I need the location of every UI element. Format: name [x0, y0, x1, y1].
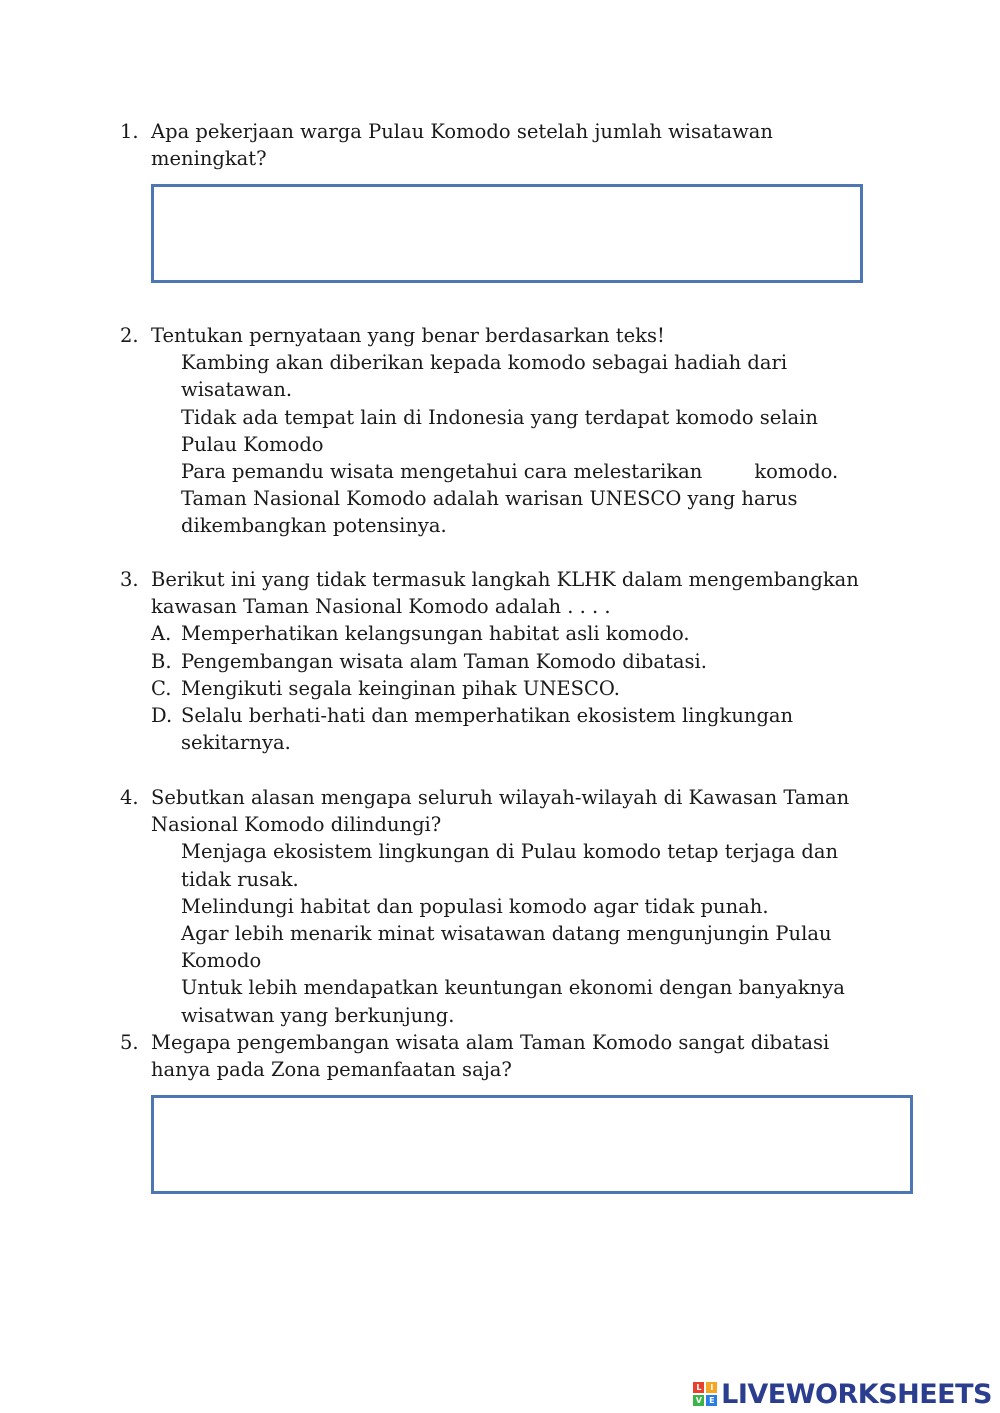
statement-option[interactable]: Tidak ada tempat lain di Indonesia yang terdapat komodo selain Pulau Komodo — [181, 405, 818, 456]
statement-options — [181, 838, 880, 1028]
statement-option[interactable]: Taman Nasional Komodo adalah warisan UNESCO yang harus dikembangkan potensinya. — [181, 487, 798, 538]
choice-options — [151, 620, 880, 756]
question-number: 2. — [120, 324, 139, 347]
question-stem: Apa pekerjaan warga Pulau Komodo setelah jumlah wisatawan meningkat? — [151, 120, 773, 171]
statement-option[interactable]: Untuk lebih mendapatkan keuntungan ekonomi dengan banyaknya wisatwan yang berkunjung. — [181, 976, 845, 1027]
choice-option-c[interactable]: C. Mengikuti segala keinginan pihak UNESCO. — [151, 676, 620, 700]
question-4 — [120, 784, 880, 1029]
answer-box-q1[interactable] — [151, 184, 863, 283]
question-2 — [120, 322, 880, 540]
question-stem: Sebutkan alasan mengapa seluruh wilayah-wilayah di Kawasan Taman Nasional Komodo dilindungi? — [151, 786, 850, 837]
question-stem: Megapa pengembangan wisata alam Taman Komodo sangat dibatasi hanya pada Zona pemanfaatan saja? — [151, 1031, 830, 1082]
statement-option[interactable]: Agar lebih menarik minat wisatawan datang mengunjungin Pulau Komodo — [181, 922, 832, 973]
question-stem: Tentukan pernyataan yang benar berdasarkan teks! — [151, 324, 665, 347]
choice-option-a[interactable]: A. Memperhatikan kelangsungan habitat asli komodo. — [151, 622, 690, 646]
choice-option-d[interactable]: D. Selalu berhati-hati dan memperhatikan ekosistem lingkungan sekitarnya. — [151, 704, 794, 755]
question-number: 4. — [120, 786, 139, 809]
logo-blocks-icon: L I V E — [693, 1382, 717, 1406]
brand-text: LIVEWORKSHEETS — [721, 1378, 992, 1410]
statement-option[interactable]: Kambing akan diberikan kepada komodo sebagai hadiah dari wisatawan. — [181, 351, 788, 402]
statement-option[interactable]: Menjaga ekosistem lingkungan di Pulau komodo tetap terjaga dan tidak rusak. — [181, 840, 839, 891]
statement-option[interactable]: Melindungi habitat dan populasi komodo agar tidak punah. — [181, 894, 769, 918]
question-1 — [120, 118, 880, 172]
choice-option-b[interactable]: B. Pengembangan wisata alam Taman Komodo dibatasi. — [151, 649, 707, 673]
answer-box-q5[interactable] — [151, 1095, 913, 1194]
liveworksheets-logo — [693, 1378, 992, 1410]
question-number: 5. — [120, 1031, 139, 1054]
question-number: 1. — [120, 120, 139, 143]
question-number: 3. — [120, 568, 139, 591]
question-3 — [120, 566, 880, 756]
statement-options — [181, 349, 880, 539]
question-stem: Berikut ini yang tidak termasuk langkah KLHK dalam mengembangkan kawasan Taman Nasional Komodo adalah . . . . — [151, 568, 859, 619]
question-5 — [120, 1029, 880, 1083]
statement-option[interactable]: Para pemandu wisata mengetahui cara melestarikan komodo. — [181, 460, 839, 484]
